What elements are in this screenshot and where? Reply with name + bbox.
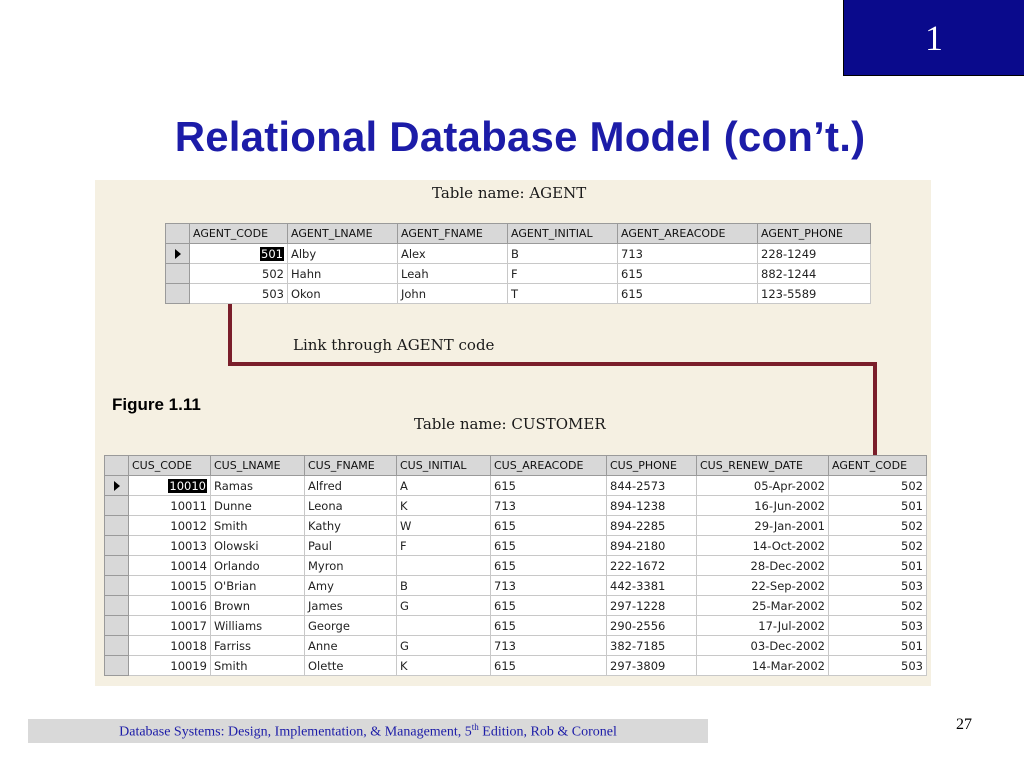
customer-cell[interactable]: 14-Mar-2002: [697, 656, 829, 676]
customer-row[interactable]: [105, 536, 927, 556]
agent-table-body: [166, 244, 871, 304]
agent-cell[interactable]: 615: [618, 264, 758, 284]
customer-row[interactable]: [105, 616, 927, 636]
agent-cell[interactable]: 615: [618, 284, 758, 304]
customer-row[interactable]: [105, 556, 927, 576]
customer-row[interactable]: [105, 656, 927, 676]
customer-cell[interactable]: 615: [491, 656, 607, 676]
customer-cell[interactable]: [397, 616, 491, 636]
customer-cell[interactable]: George: [305, 616, 397, 636]
row-selector[interactable]: [105, 496, 129, 516]
customer-cell[interactable]: 713: [491, 636, 607, 656]
customer-cell[interactable]: 615: [491, 596, 607, 616]
customer-cell[interactable]: 844-2573: [607, 476, 697, 496]
customer-cell[interactable]: Alfred: [305, 476, 397, 496]
row-selector[interactable]: [166, 264, 190, 284]
agent-table-caption: Table name: AGENT: [432, 184, 587, 202]
customer-cell[interactable]: 10014: [129, 556, 211, 576]
customer-cell[interactable]: Paul: [305, 536, 397, 556]
customer-cell[interactable]: 10012: [129, 516, 211, 536]
customer-cell[interactable]: K: [397, 656, 491, 676]
customer-cell[interactable]: Smith: [211, 656, 305, 676]
customer-table-caption: Table name: CUSTOMER: [414, 415, 606, 433]
customer-cell[interactable]: Williams: [211, 616, 305, 636]
customer-cell[interactable]: 05-Apr-2002: [697, 476, 829, 496]
customer-row[interactable]: [105, 596, 927, 616]
customer-column-header[interactable]: CUS_RENEW_DATE: [697, 456, 829, 476]
customer-cell[interactable]: 10011: [129, 496, 211, 516]
row-selector[interactable]: [105, 516, 129, 536]
agent-row[interactable]: [166, 264, 871, 284]
customer-cell[interactable]: 22-Sep-2002: [697, 576, 829, 596]
page-number: 27: [956, 716, 972, 733]
agent-row[interactable]: [166, 284, 871, 304]
customer-cell[interactable]: Ramas: [211, 476, 305, 496]
customer-cell[interactable]: 713: [491, 496, 607, 516]
customer-cell[interactable]: 615: [491, 536, 607, 556]
row-selector[interactable]: [105, 596, 129, 616]
customer-cell[interactable]: K: [397, 496, 491, 516]
customer-cell[interactable]: 615: [491, 556, 607, 576]
agent-column-header[interactable]: AGENT_LNAME: [288, 224, 398, 244]
customer-cell[interactable]: 10015: [129, 576, 211, 596]
customer-cell[interactable]: Farriss: [211, 636, 305, 656]
agent-selector-header: [166, 224, 190, 244]
customer-cell[interactable]: Olowski: [211, 536, 305, 556]
customer-row[interactable]: [105, 496, 927, 516]
customer-cell[interactable]: 894-2285: [607, 516, 697, 536]
customer-column-header[interactable]: CUS_AREACODE: [491, 456, 607, 476]
customer-cell[interactable]: 502: [829, 536, 927, 556]
customer-cell[interactable]: F: [397, 536, 491, 556]
customer-cell[interactable]: 615: [491, 476, 607, 496]
link-label: Link through AGENT code: [293, 336, 495, 354]
agent-cell[interactable]: 503: [190, 284, 288, 304]
agent-cell[interactable]: John: [398, 284, 508, 304]
agent-header-row: [166, 224, 871, 244]
customer-cell[interactable]: 03-Dec-2002: [697, 636, 829, 656]
customer-cell[interactable]: 17-Jul-2002: [697, 616, 829, 636]
current-record-arrow-icon: [114, 481, 120, 491]
customer-cell[interactable]: 502: [829, 476, 927, 496]
link-line-horizontal: [228, 362, 877, 366]
customer-column-header[interactable]: AGENT_CODE: [829, 456, 927, 476]
footer-text: Database Systems: Design, Implementation, & Management, 5th Edition, Rob & Coronel: [119, 721, 617, 740]
customer-row[interactable]: [105, 636, 927, 656]
customer-cell[interactable]: 713: [491, 576, 607, 596]
customer-cell[interactable]: [129, 476, 211, 496]
customer-cell[interactable]: 501: [829, 496, 927, 516]
agent-cell[interactable]: T: [508, 284, 618, 304]
customer-cell[interactable]: 28-Dec-2002: [697, 556, 829, 576]
customer-column-header[interactable]: CUS_INITIAL: [397, 456, 491, 476]
row-selector[interactable]: [105, 616, 129, 636]
customer-column-header[interactable]: CUS_LNAME: [211, 456, 305, 476]
customer-cell[interactable]: G: [397, 596, 491, 616]
customer-cell[interactable]: A: [397, 476, 491, 496]
agent-cell[interactable]: 502: [190, 264, 288, 284]
customer-cell[interactable]: 222-1672: [607, 556, 697, 576]
agent-cell[interactable]: Okon: [288, 284, 398, 304]
agent-table: [165, 223, 871, 304]
customer-cell[interactable]: 10013: [129, 536, 211, 556]
customer-cell[interactable]: Leona: [305, 496, 397, 516]
customer-cell[interactable]: 16-Jun-2002: [697, 496, 829, 516]
customer-row[interactable]: [105, 576, 927, 596]
customer-cell[interactable]: Smith: [211, 516, 305, 536]
agent-column-header[interactable]: AGENT_PHONE: [758, 224, 871, 244]
customer-cell[interactable]: Myron: [305, 556, 397, 576]
link-line-vertical-right: [873, 362, 877, 455]
customer-row[interactable]: [105, 476, 927, 496]
customer-cell[interactable]: 10018: [129, 636, 211, 656]
agent-cell[interactable]: Alby: [288, 244, 398, 264]
customer-cell[interactable]: 10019: [129, 656, 211, 676]
customer-cell[interactable]: 14-Oct-2002: [697, 536, 829, 556]
agent-cell[interactable]: Hahn: [288, 264, 398, 284]
agent-cell[interactable]: B: [508, 244, 618, 264]
customer-cell[interactable]: 382-7185: [607, 636, 697, 656]
customer-cell[interactable]: 297-3809: [607, 656, 697, 676]
customer-cell[interactable]: Olette: [305, 656, 397, 676]
agent-cell[interactable]: 882-1244: [758, 264, 871, 284]
customer-table-body: [105, 476, 927, 676]
customer-cell[interactable]: 894-2180: [607, 536, 697, 556]
slide-title: Relational Database Model (con’t.): [174, 113, 866, 160]
selected-cell-value: 501: [261, 246, 283, 261]
agent-cell[interactable]: [190, 244, 288, 264]
customer-cell[interactable]: 503: [829, 576, 927, 596]
row-selector[interactable]: [105, 476, 129, 496]
customer-row[interactable]: [105, 516, 927, 536]
customer-cell[interactable]: 502: [829, 596, 927, 616]
customer-cell[interactable]: James: [305, 596, 397, 616]
customer-cell[interactable]: 501: [829, 556, 927, 576]
customer-cell[interactable]: 442-3381: [607, 576, 697, 596]
customer-column-header[interactable]: CUS_PHONE: [607, 456, 697, 476]
customer-cell[interactable]: Dunne: [211, 496, 305, 516]
agent-column-header[interactable]: AGENT_CODE: [190, 224, 288, 244]
row-selector[interactable]: [105, 576, 129, 596]
row-selector[interactable]: [166, 284, 190, 304]
customer-cell[interactable]: Anne: [305, 636, 397, 656]
agent-cell[interactable]: Leah: [398, 264, 508, 284]
row-selector[interactable]: [105, 636, 129, 656]
current-record-arrow-icon: [175, 249, 181, 259]
agent-row[interactable]: [166, 244, 871, 264]
customer-cell[interactable]: 615: [491, 516, 607, 536]
agent-cell[interactable]: 713: [618, 244, 758, 264]
customer-selector-header: [105, 456, 129, 476]
link-line-vertical-left: [228, 304, 232, 366]
customer-cell[interactable]: 29-Jan-2001: [697, 516, 829, 536]
customer-table: [104, 455, 927, 676]
customer-cell[interactable]: O'Brian: [211, 576, 305, 596]
customer-cell[interactable]: B: [397, 576, 491, 596]
chapter-number-box: [843, 0, 1024, 76]
row-selector[interactable]: [166, 244, 190, 264]
footer-bar: [28, 719, 708, 743]
agent-cell[interactable]: 228-1249: [758, 244, 871, 264]
agent-cell[interactable]: 123-5589: [758, 284, 871, 304]
customer-cell[interactable]: [397, 556, 491, 576]
customer-cell[interactable]: Kathy: [305, 516, 397, 536]
customer-cell[interactable]: 25-Mar-2002: [697, 596, 829, 616]
row-selector[interactable]: [105, 656, 129, 676]
customer-cell[interactable]: 297-1228: [607, 596, 697, 616]
customer-cell[interactable]: 10016: [129, 596, 211, 616]
customer-cell[interactable]: Brown: [211, 596, 305, 616]
customer-cell[interactable]: Orlando: [211, 556, 305, 576]
customer-cell[interactable]: 502: [829, 516, 927, 536]
agent-column-header[interactable]: AGENT_FNAME: [398, 224, 508, 244]
customer-column-header[interactable]: CUS_FNAME: [305, 456, 397, 476]
customer-cell[interactable]: 503: [829, 616, 927, 636]
agent-column-header[interactable]: AGENT_INITIAL: [508, 224, 618, 244]
customer-cell[interactable]: 501: [829, 636, 927, 656]
customer-cell[interactable]: 290-2556: [607, 616, 697, 636]
customer-cell[interactable]: 503: [829, 656, 927, 676]
selected-cell-value: 10010: [169, 478, 206, 493]
customer-cell[interactable]: 615: [491, 616, 607, 636]
customer-cell[interactable]: 10017: [129, 616, 211, 636]
chapter-number: 1: [925, 17, 943, 58]
customer-header-row: [105, 456, 927, 476]
customer-column-header[interactable]: CUS_CODE: [129, 456, 211, 476]
agent-column-header[interactable]: AGENT_AREACODE: [618, 224, 758, 244]
customer-cell[interactable]: Amy: [305, 576, 397, 596]
figure-label: Figure 1.11: [112, 395, 201, 414]
customer-cell[interactable]: W: [397, 516, 491, 536]
row-selector[interactable]: [105, 536, 129, 556]
agent-cell[interactable]: Alex: [398, 244, 508, 264]
customer-cell[interactable]: 894-1238: [607, 496, 697, 516]
agent-cell[interactable]: F: [508, 264, 618, 284]
customer-cell[interactable]: G: [397, 636, 491, 656]
row-selector[interactable]: [105, 556, 129, 576]
